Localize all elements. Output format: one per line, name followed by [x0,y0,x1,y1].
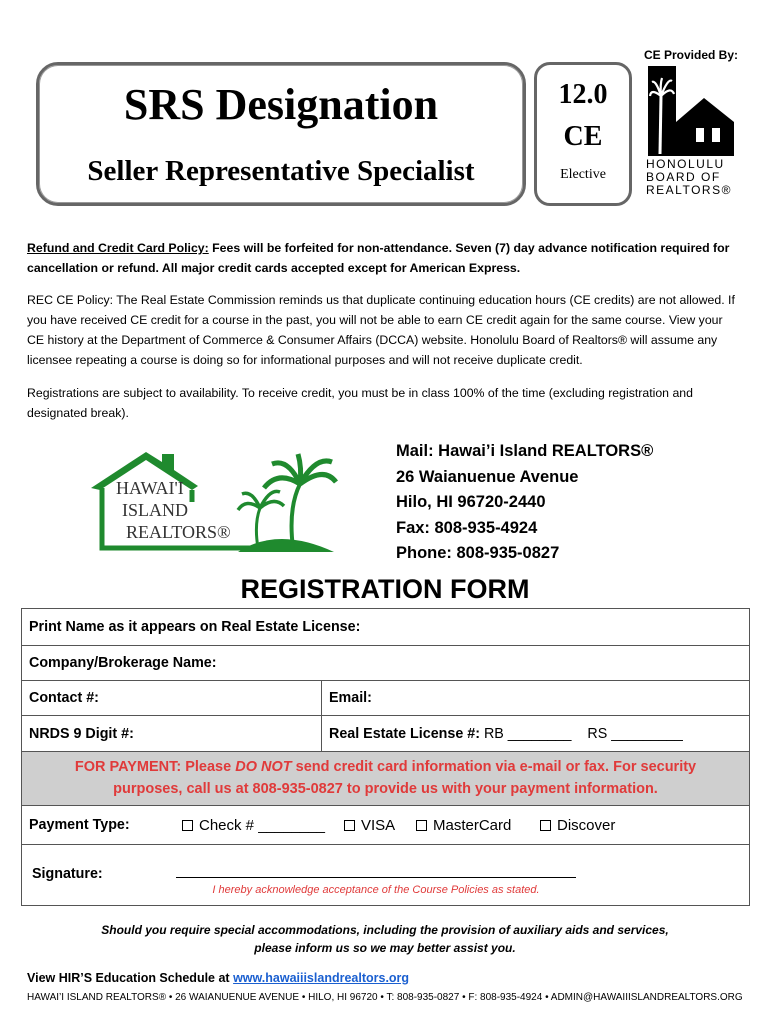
mastercard-checkbox[interactable] [416,820,427,831]
payment-type-row [22,806,749,845]
mailing-address [396,439,653,567]
signature-row [22,845,749,905]
visa-checkbox[interactable] [344,820,355,831]
license-rb: RB ________ [479,725,572,742]
nrds-field[interactable] [22,716,134,751]
mail-line: Mail: Hawai’i Island REALTORS® [396,442,654,460]
check-checkbox[interactable] [182,820,193,831]
refund-policy-text: Fees will be forfeited for non-attendance. Seven (7) day advance notification required for cancellation or refund. All major credit cards accepted except for American Express. [27,241,730,275]
ce-label: CE [563,121,603,152]
fax-line: Fax: 808-935-4924 [396,518,538,537]
phone-line: Phone: 808-935-0827 [396,544,560,562]
schedule-label: View HIR’S Education Schedule at [27,971,234,985]
ce-hours: 12.0 [558,79,608,110]
city-line: Hilo, HI 96720-2440 [396,493,546,511]
discover-checkbox[interactable] [540,820,551,831]
title-box [36,62,526,206]
page-title: SRS Designation [123,80,439,129]
license-label: Real Estate License #: [329,725,480,742]
website-link[interactable]: www.hawaiiislandrealtors.org [233,971,410,985]
signature-label: Signature: [32,866,103,882]
discover-option[interactable]: Discover [540,806,615,844]
ce-type: Elective [560,167,606,182]
signature-line[interactable] [176,877,576,878]
contact-field[interactable] [22,681,99,715]
logo-text-line2: ISLAND [122,500,188,520]
refund-policy [27,238,743,278]
print-name-row[interactable] [22,609,749,646]
contact-label: Contact #: [29,690,99,706]
form-title: REGISTRATION FORM [240,574,530,604]
check-option[interactable]: Check # ________ [182,806,325,844]
rec-ce-policy: REC CE Policy: The Real Estate Commission reminds us that duplicate continuing education hours (CE credits) are not allowed. If you have received CE credit for a course in the past, you will not be able to earn CE credit again for the same course. View your CE history at the Department of Commerce & Consumer Affairs (DCCA) website. Honolulu Board of Realtors® will assume any licensee repeating a course is doing so for informational purposes and will not receive duplicate credit. [27,293,735,367]
payment-notice: FOR PAYMENT: Please DO NOT send credit card information via e-mail or fax. For security purposes, call us at 808-935-0827 to provide us with your payment information. [22,752,749,806]
email-field[interactable] [322,681,372,715]
license-field[interactable] [322,716,683,751]
nrds-license-row [22,716,749,752]
ce-provided-by-label: CE Provided By: [643,48,738,62]
contact-email-row [22,681,749,716]
honolulu-board-logo-text: HONOLULU BOARD OF REALTORS® [646,157,732,197]
nrds-label: NRDS 9 Digit #: [29,725,134,742]
footer-contact: HAWAI’I ISLAND REALTORS® • 26 WAIANUENUE AVENUE • HILO, HI 96720 • T: 808-935-0827 • F: 808-935-4924 • ADMIN@HAWAIIISLANDREALTORS.ORG [27,992,743,1003]
registration-availability: Registrations are subject to availability. To receive credit, you must be in class 100% of the time (excluding registration and designated break). [27,386,693,420]
street-line: 26 Waianuenue Avenue [396,467,579,486]
refund-policy-heading: Refund and Credit Card Policy: [27,241,209,255]
visa-option[interactable]: VISA [344,806,395,844]
hawaii-island-realtors-logo [88,448,338,558]
print-name-label: Print Name as it appears on Real Estate License: [29,619,361,635]
license-rs: RS _________ [587,725,683,742]
do-not-emphasis: DO NOT [235,759,292,775]
company-label: Company/Brokerage Name: [29,655,217,671]
payment-type-label: Payment Type: [29,817,130,833]
mastercard-option[interactable]: MasterCard [416,806,511,844]
signature-acknowledgement: I hereby acknowledge acceptance of the Course Policies as stated. [212,884,540,896]
logo-text-line3: REALTORS® [126,522,231,542]
company-row[interactable] [22,646,749,681]
ce-credits-box [534,62,632,206]
schedule-line [27,971,409,985]
registration-form [21,608,750,906]
page-subtitle: Seller Representative Specialist [87,155,475,187]
logo-text-line1: HAWAI'I [116,478,184,498]
email-label: Email: [329,690,372,706]
accommodations-note: Should you require special accommodations, including the provision of auxiliary aids and services, please inform us so we may better assist you. [101,923,669,955]
